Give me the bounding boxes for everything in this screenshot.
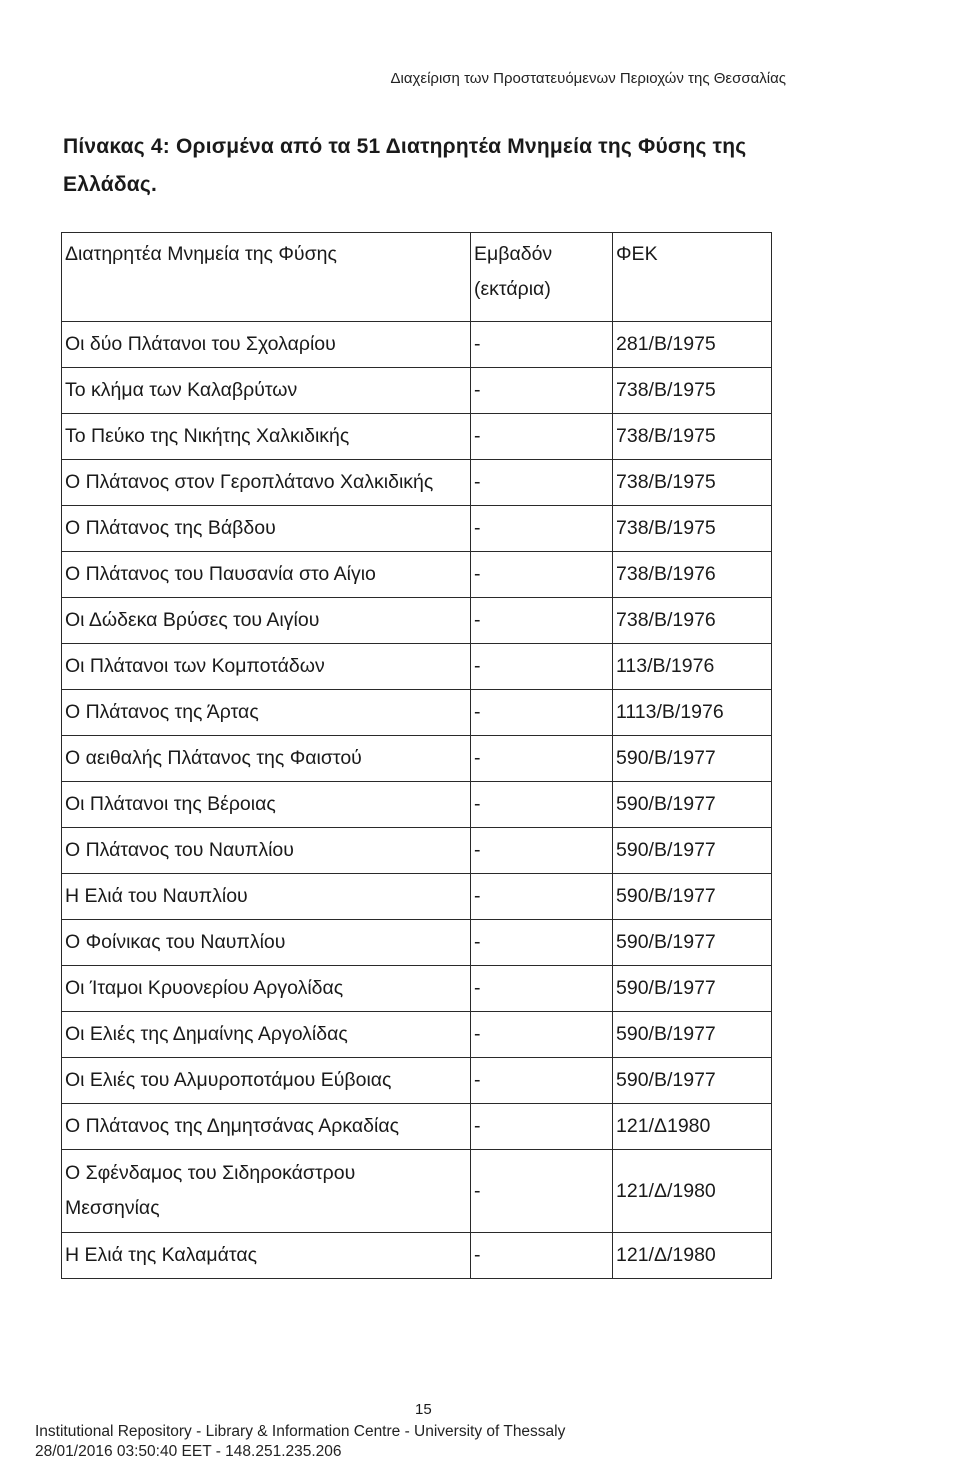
table-row [62, 1012, 772, 1058]
monument-fek: 121/Δ1980 [613, 1104, 772, 1150]
monument-fek: 590/Β/1977 [613, 1058, 772, 1104]
table-row [62, 1150, 772, 1233]
monument-name: Οι Ελιές του Αλμυροποτάμου Εύβοιας [62, 1058, 471, 1104]
monument-name: Οι Ίταμοι Κρυονερίου Αργολίδας [62, 966, 471, 1012]
footer-repository: Institutional Repository - Library & Information Centre - University of Thessaly [35, 1423, 566, 1440]
table-row [62, 736, 772, 782]
footer-timestamp: 28/01/2016 03:50:40 EET - 148.251.235.206 [35, 1443, 342, 1460]
header-fek: ΦΕΚ [613, 233, 772, 322]
monument-area: - [471, 368, 613, 414]
monument-area: - [471, 1058, 613, 1104]
monument-fek: 738/Β/1976 [613, 598, 772, 644]
monument-fek: 738/Β/1975 [613, 414, 772, 460]
table-row [62, 690, 772, 736]
monument-fek: 738/Β/1976 [613, 552, 772, 598]
table-row [62, 1233, 772, 1279]
monument-area: - [471, 414, 613, 460]
monument-fek: 121/Δ/1980 [613, 1150, 772, 1233]
monument-name: Το κλήμα των Καλαβρύτων [62, 368, 471, 414]
monument-area: - [471, 690, 613, 736]
table-row [62, 598, 772, 644]
monument-fek: 738/Β/1975 [613, 460, 772, 506]
table-row [62, 552, 772, 598]
table-header-row [62, 233, 772, 322]
monument-name: Ο Πλάτανος του Ναυπλίου [62, 828, 471, 874]
monument-name: Το Πεύκο της Νικήτης Χαλκιδικής [62, 414, 471, 460]
monument-area: - [471, 874, 613, 920]
monument-area: - [471, 1233, 613, 1279]
monument-area: - [471, 736, 613, 782]
page-number: 15 [415, 1401, 432, 1418]
monument-area: - [471, 506, 613, 552]
monument-name: Ο Πλάτανος στον Γεροπλάτανο Χαλκιδικής [62, 460, 471, 506]
monument-name: Ο αειθαλής Πλάτανος της Φαιστού [62, 736, 471, 782]
monument-fek: 1113/Β/1976 [613, 690, 772, 736]
table-row [62, 782, 772, 828]
monument-area: - [471, 920, 613, 966]
table-row [62, 368, 772, 414]
table-row [62, 644, 772, 690]
monument-area: - [471, 460, 613, 506]
table-row [62, 966, 772, 1012]
running-header: Διαχείριση των Προστατευόμενων Περιοχών της Θεσσαλίας [390, 70, 786, 87]
monument-area: - [471, 966, 613, 1012]
monument-fek: 590/Β/1977 [613, 966, 772, 1012]
monument-fek: 121/Δ/1980 [613, 1233, 772, 1279]
monument-area: - [471, 598, 613, 644]
header-name: Διατηρητέα Μνημεία της Φύσης [62, 233, 471, 322]
monument-fek: 590/Β/1977 [613, 782, 772, 828]
monument-name: Ο Πλάτανος της Δημητσάνας Αρκαδίας [62, 1104, 471, 1150]
table-row [62, 828, 772, 874]
monuments-table [61, 232, 772, 1279]
monument-fek: 113/Β/1976 [613, 644, 772, 690]
monument-name: Η Ελιά της Καλαμάτας [62, 1233, 471, 1279]
monument-name: Οι Δώδεκα Βρύσες του Αιγίου [62, 598, 471, 644]
monument-name: Ο Φοίνικας του Ναυπλίου [62, 920, 471, 966]
monument-area: - [471, 1104, 613, 1150]
table-row [62, 1058, 772, 1104]
monument-name: Ο Πλάτανος της Άρτας [62, 690, 471, 736]
monument-fek: 590/Β/1977 [613, 828, 772, 874]
table-row [62, 1104, 772, 1150]
table-row [62, 506, 772, 552]
monument-fek: 590/Β/1977 [613, 736, 772, 782]
monument-name: Οι Πλάτανοι των Κομποτάδων [62, 644, 471, 690]
header-area: Εμβαδόν (εκτάρια) [471, 233, 613, 322]
monument-fek: 590/Β/1977 [613, 920, 772, 966]
table-row [62, 460, 772, 506]
monument-fek: 590/Β/1977 [613, 1012, 772, 1058]
monument-name: Ο Σφένδαμος του Σιδηροκάστρου Μεσσηνίας [62, 1150, 471, 1233]
table-row [62, 920, 772, 966]
table-row [62, 874, 772, 920]
monument-name: Οι Πλάτανοι της Βέροιας [62, 782, 471, 828]
monument-area: - [471, 782, 613, 828]
monument-area: - [471, 644, 613, 690]
monument-area: - [471, 322, 613, 368]
monument-name: Οι Ελιές της Δημαίνης Αργολίδας [62, 1012, 471, 1058]
monument-fek: 738/Β/1975 [613, 506, 772, 552]
monument-area: - [471, 828, 613, 874]
monument-name: Ο Πλάτανος της Βάβδου [62, 506, 471, 552]
monument-fek: 281/Β/1975 [613, 322, 772, 368]
table-caption: Πίνακας 4: Ορισμένα από τα 51 Διατηρητέα Μνημεία της Φύσης της Ελλάδας. [63, 135, 747, 196]
table-row [62, 414, 772, 460]
monument-name: Οι δύο Πλάτανοι του Σχολαρίου [62, 322, 471, 368]
monument-name: Ο Πλάτανος του Παυσανία στο Αίγιο [62, 552, 471, 598]
monument-fek: 738/Β/1975 [613, 368, 772, 414]
monument-area: - [471, 1012, 613, 1058]
monument-name: Η Ελιά του Ναυπλίου [62, 874, 471, 920]
monument-fek: 590/Β/1977 [613, 874, 772, 920]
table-row [62, 322, 772, 368]
monument-area: - [471, 552, 613, 598]
monument-area: - [471, 1150, 613, 1233]
